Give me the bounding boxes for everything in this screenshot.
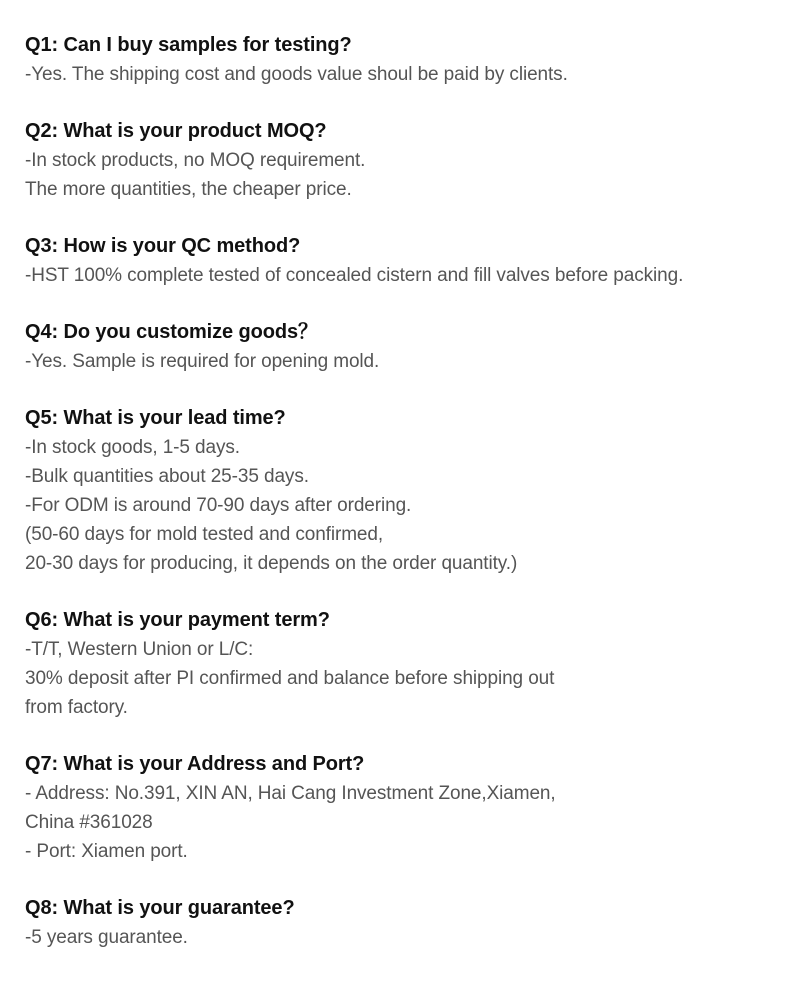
faq-answer-line: - Address: No.391, XIN AN, Hai Cang Investment Zone,Xiamen,	[25, 783, 556, 804]
faq-answer-line: -In stock products, no MOQ requirement.	[25, 150, 366, 171]
faq-item-q1	[25, 31, 795, 89]
faq-answer-line: 30% deposit after PI confirmed and balance before shipping out	[25, 668, 555, 689]
faq-answer-line: -For ODM is around 70-90 days after ordering.	[25, 495, 412, 516]
faq-answer-line: -T/T, Western Union or L/C:	[25, 639, 254, 660]
faq-answer-line: The more quantities, the cheaper price.	[25, 179, 352, 200]
faq-question: Q1: Can I buy samples for testing?	[25, 34, 352, 56]
faq-question: Q2: What is your product MOQ?	[25, 120, 327, 142]
faq-question: Q7: What is your Address and Port?	[25, 753, 365, 775]
faq-answer-line: - Port: Xiamen port.	[25, 841, 188, 862]
faq-item-q3	[25, 232, 795, 290]
faq-item-q6	[25, 606, 795, 722]
faq-answer-line: -Bulk quantities about 25-35 days.	[25, 466, 309, 487]
faq-answer-line: -In stock goods, 1-5 days.	[25, 437, 240, 458]
faq-answer-line: -5 years guarantee.	[25, 927, 188, 948]
faq-item-q8	[25, 894, 795, 952]
faq-list	[25, 31, 795, 980]
faq-answer-line: China #361028	[25, 812, 153, 833]
faq-answer-line: 20-30 days for producing, it depends on the order quantity.)	[25, 553, 518, 574]
faq-answer-line: -Yes. Sample is required for opening mold.	[25, 351, 380, 372]
faq-answer-line: -HST 100% complete tested of concealed cistern and fill valves before packing.	[25, 265, 684, 286]
faq-answer-line: -Yes. The shipping cost and goods value shoul be paid by clients.	[25, 64, 568, 85]
faq-answer-line: from factory.	[25, 697, 128, 718]
faq-item-q4	[25, 318, 795, 376]
faq-question: Q8: What is your guarantee?	[25, 897, 295, 919]
faq-question: Q5: What is your lead time?	[25, 407, 286, 429]
faq-item-q5	[25, 404, 795, 578]
faq-item-q7	[25, 750, 795, 866]
faq-answer-line: (50-60 days for mold tested and confirmed,	[25, 524, 384, 545]
faq-question: Q4: Do you customize goods？	[25, 321, 318, 343]
faq-question: Q3: How is your QC method?	[25, 235, 301, 257]
faq-item-q2	[25, 117, 795, 204]
faq-question: Q6: What is your payment term?	[25, 609, 330, 631]
